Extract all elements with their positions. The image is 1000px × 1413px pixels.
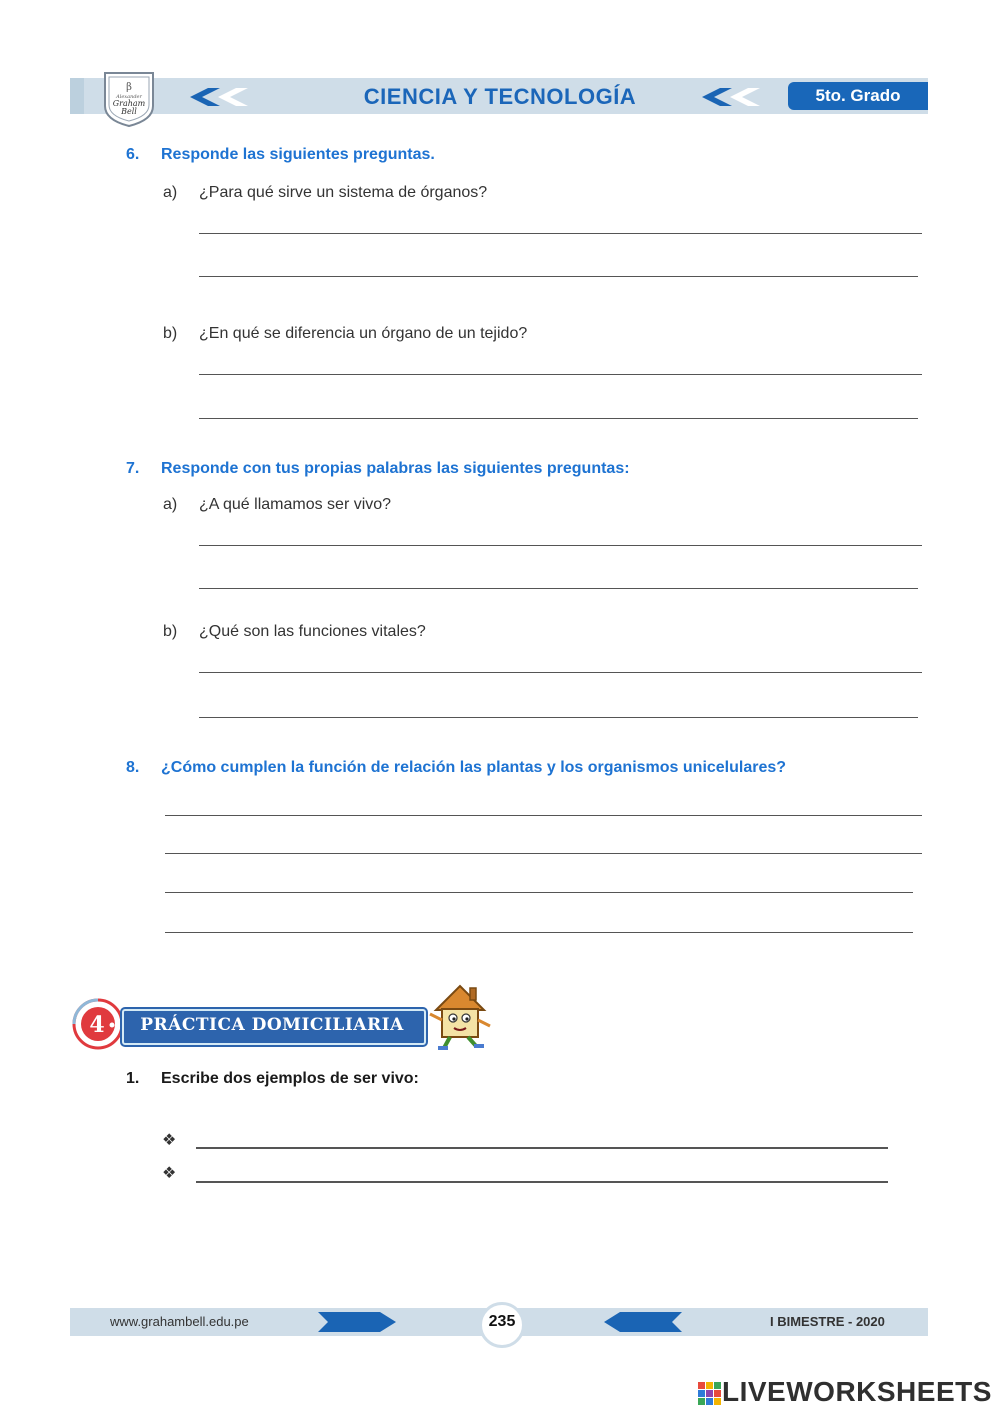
answer-line-7a-2[interactable]	[199, 588, 918, 589]
footer-arrow-right-icon	[318, 1312, 396, 1332]
question-6-number: 6.	[126, 146, 140, 163]
question-6a-letter: a)	[163, 184, 178, 201]
section-number-badge	[72, 998, 124, 1050]
answer-line-8-3[interactable]	[165, 892, 913, 893]
double-chevron-left-icon	[702, 88, 764, 106]
svg-text:Alexander: Alexander	[116, 94, 142, 100]
running-house-icon	[422, 980, 494, 1052]
diamond-bullet-icon: ❖	[162, 1132, 177, 1149]
answer-line-6a-1[interactable]	[199, 233, 922, 234]
svg-text:Graham: Graham	[112, 99, 146, 108]
footer-arrow-left-icon	[604, 1312, 682, 1332]
answer-line-8-4[interactable]	[165, 932, 913, 933]
liveworksheets-watermark: LIVEWORKSHEETS	[722, 1376, 992, 1407]
question-6b-letter: b)	[163, 325, 178, 342]
question-7b-letter: b)	[163, 623, 178, 640]
question-8-number: 8.	[126, 759, 140, 776]
question-6a-text: ¿Para qué sirve un sistema de órganos?	[199, 184, 488, 201]
answer-line-8-2[interactable]	[165, 853, 922, 854]
question-7a-text: ¿A qué llamamos ser vivo?	[199, 496, 392, 513]
answer-line-8-1[interactable]	[165, 815, 922, 816]
header-title: CIENCIA Y TECNOLOGÍA	[363, 84, 637, 109]
question-6-text: Responde las siguientes preguntas.	[161, 146, 435, 163]
question-7a-letter: a)	[163, 496, 178, 513]
liveworksheets-logo-icon	[698, 1376, 722, 1410]
answer-line-7b-1[interactable]	[199, 672, 922, 673]
answer-line-7a-1[interactable]	[199, 545, 922, 546]
question-7b-text: ¿Qué son las funciones vitales?	[199, 623, 426, 640]
answer-line-6b-2[interactable]	[199, 418, 918, 419]
question-8-text: ¿Cómo cumplen la función de relación las plantas y los organismos unicelulares?	[161, 759, 787, 776]
svg-text:4: 4	[89, 1012, 105, 1038]
double-chevron-left-icon	[190, 88, 252, 106]
svg-text:β: β	[126, 82, 132, 93]
school-logo	[102, 70, 156, 128]
grade-badge: 5to. Grado	[788, 82, 928, 110]
answer-line-7b-2[interactable]	[199, 717, 918, 718]
diamond-bullet-icon: ❖	[162, 1165, 177, 1182]
answer-line-practice-2[interactable]	[196, 1181, 888, 1183]
page-number: 235	[488, 1313, 516, 1330]
question-7-number: 7.	[126, 460, 140, 477]
question-7-text: Responde con tus propias palabras las siguientes preguntas:	[161, 460, 630, 477]
practice-question-1-text: Escribe dos ejemplos de ser vivo:	[161, 1070, 419, 1087]
answer-line-6b-1[interactable]	[199, 374, 922, 375]
header-left-tab	[70, 78, 84, 114]
footer-period: I BIMESTRE - 2020	[770, 1314, 885, 1329]
svg-text:Bell: Bell	[121, 107, 137, 116]
answer-line-practice-1[interactable]	[196, 1147, 888, 1149]
practice-question-1-number: 1.	[126, 1070, 140, 1087]
answer-line-6a-2[interactable]	[199, 276, 918, 277]
footer-website: www.grahambell.edu.pe	[110, 1314, 249, 1329]
question-6b-text: ¿En qué se diferencia un órgano de un tejido?	[199, 325, 528, 342]
practice-title: PRÁCTICA DOMICILIARIA	[140, 1015, 404, 1035]
